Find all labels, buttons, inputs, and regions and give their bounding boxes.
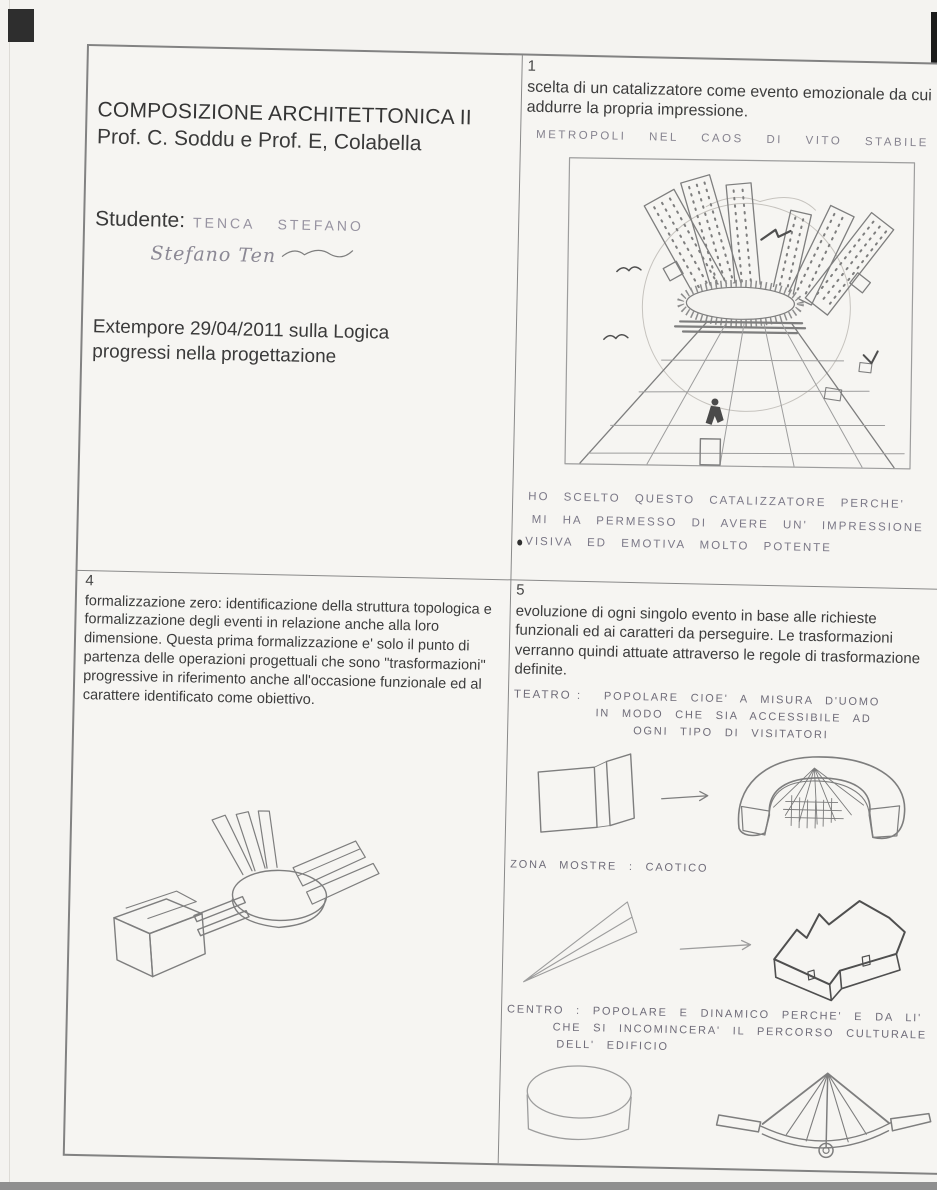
signature: Stefano Ten [150, 242, 517, 272]
panel-5-number: 5 [516, 581, 525, 599]
teatro-sketch [511, 741, 937, 855]
panel-4-text: formalizzazione zero: identificazione della struttura topologica e formalizzazione degli eventi in relazione anche alla loro dimensione. Questa prima formalizzazione e' solo il punto di partenza delle operazioni progettuali che sono "trasformazioni" progressive in riferimento anche all'occasione funzionale ed al carattere identificato come obiettivo. [82, 592, 492, 709]
formalization-sketch [90, 802, 501, 1011]
paper-edge-line [9, 0, 10, 1190]
student-name-handwritten: TENCA STEFANO [192, 214, 365, 235]
scan-bottom-bar [0, 1182, 937, 1190]
bird-icon [604, 335, 628, 340]
panel-1-text: scelta di un catalizzatore come evento emozionale da cui addurre la propria impressione. [526, 78, 932, 121]
worksheet-table [63, 44, 937, 1175]
metropolis-caption: HO SCELTO QUESTO CATALIZZATORE PERCHE' MI HA PERMESSO DI AVERE UN' IMPRESSIONE VISIVA ED EMOTIVA MOLTO POTENTE [527, 486, 937, 562]
tower-right-2 [788, 206, 854, 306]
header-cell [78, 46, 522, 579]
student-label: Studente: [94, 207, 186, 233]
student-row [95, 207, 518, 240]
figure-head [711, 399, 718, 406]
course-title: COMPOSIZIONE ARCHITETTONICA II [97, 98, 473, 130]
tower-right-3 [805, 213, 904, 324]
teatro-note: TEATRO : POPOLARE CIOE' A MISURA D'UOMO IN MODO CHE SIA ACCESSIBILE AD OGNI TIPO DI VISITATORI [513, 687, 881, 741]
arrow-icon [662, 790, 708, 800]
centro-sketch [504, 1056, 930, 1165]
teatro-label: TEATRO : [513, 687, 583, 702]
panel-1-number: 1 [527, 57, 537, 75]
zona-mostre-sketch [507, 877, 933, 1004]
tower-right-1 [772, 211, 811, 298]
professors-line: Prof. C. Soddu e Prof. E, Colabella [96, 125, 422, 156]
bird-icon [617, 267, 641, 272]
scan-corner-mark [8, 9, 34, 42]
extempore-title: Extempore 29/04/2011 sulla Logica progressi nella progettazione [92, 316, 390, 368]
panel-4 [65, 570, 511, 1163]
panel-1 [510, 55, 937, 588]
panel-5-text: evoluzione di ogni singolo evento in base alle richieste funzionali ed ai caratteri da perseguire. Le trasformazioni verranno quindi attuate attraverso le regole di trasformazione definite. [514, 601, 921, 679]
panel-4-number: 4 [85, 572, 94, 590]
signature-flourish [280, 246, 354, 264]
centro-note: CENTRO : POPOLARE E DINAMICO PERCHE' E DA LI' CHE SI INCOMINCERA' IL PERCORSO CULTURALE DELL' EDIFICIO [506, 1003, 928, 1053]
metropolis-sketch [561, 152, 937, 485]
panel-5 [498, 579, 937, 1172]
bird-icon [864, 352, 878, 364]
pencil-dot [517, 539, 522, 545]
tower-left-2 [681, 175, 744, 301]
zona-mostre-note: ZONA MOSTRE : CAOTICO [510, 858, 709, 875]
metropolis-sketch-title: METROPOLI NEL CAOS DI VITO STABILE [535, 129, 929, 150]
arrow-icon [680, 939, 750, 951]
